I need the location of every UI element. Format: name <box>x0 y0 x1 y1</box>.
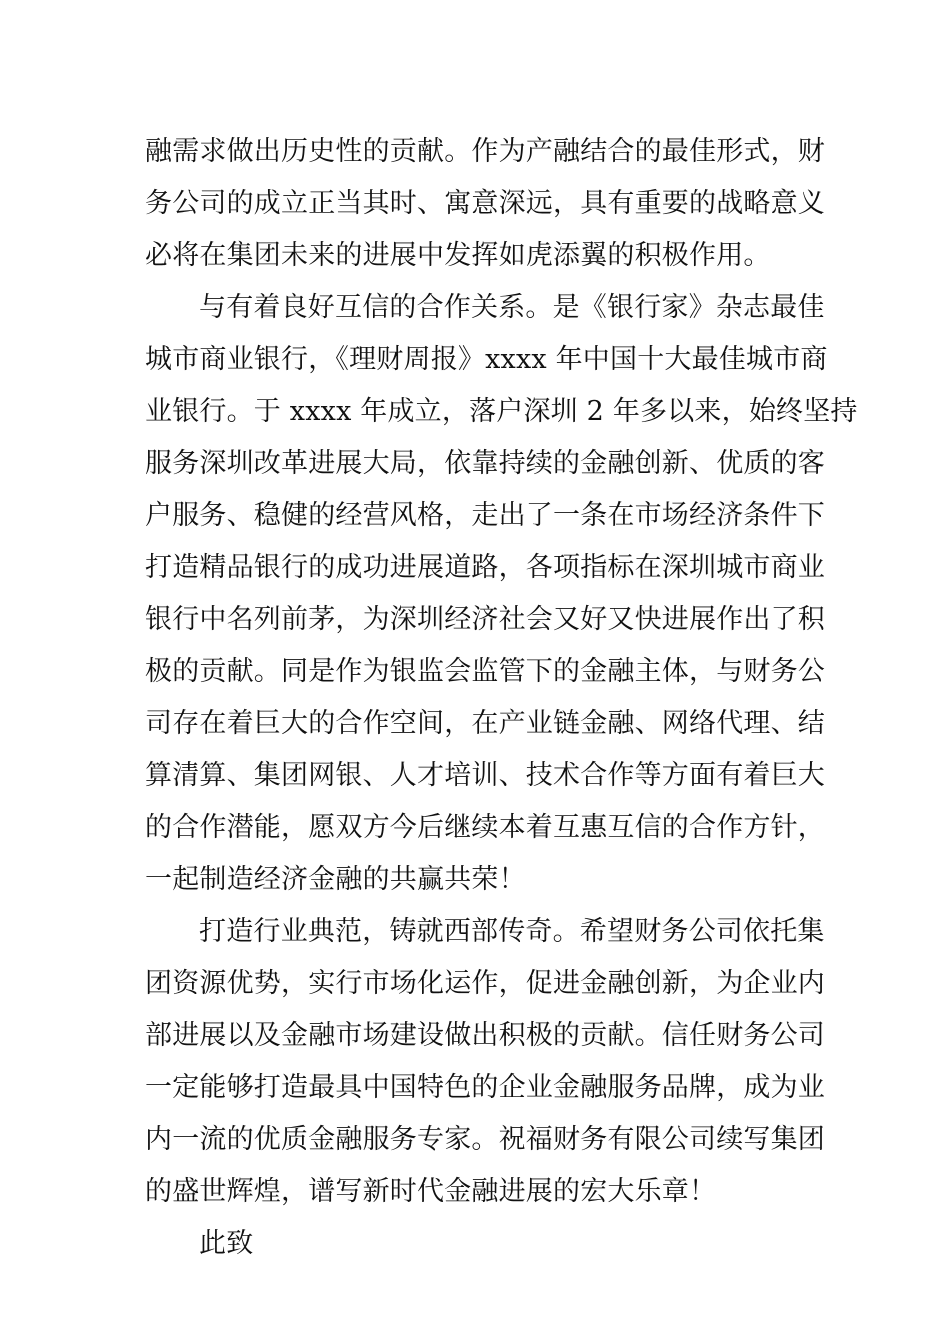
text-line: 打造精品银行的成功进展道路，各项指标在深圳城市商业 <box>145 552 825 583</box>
text-line: 融需求做出历史性的贡献。作为产融结合的最佳形式，财 <box>145 136 825 167</box>
closing-salutation: 此致 <box>199 1228 254 1259</box>
paragraph-first-line: 与有着良好互信的合作关系。是《银行家》杂志最佳 <box>199 292 825 323</box>
text-line: 司存在着巨大的合作空间，在产业链金融、网络代理、结 <box>145 708 825 739</box>
text-line: 的合作潜能，愿双方今后继续本着互惠互信的合作方针， <box>145 812 825 843</box>
text-line: 务公司的成立正当其时、寓意深远，具有重要的战略意义 <box>145 188 825 219</box>
text-line: 户服务、稳健的经营风格，走出了一条在市场经济条件下 <box>145 500 825 531</box>
text-line: 银行中名列前茅，为深圳经济社会又好又快进展作出了积 <box>145 604 825 635</box>
text-line: 部进展以及金融市场建设做出积极的贡献。信任财务公司 <box>145 1020 825 1051</box>
paragraph-first-line: 打造行业典范，铸就西部传奇。希望财务公司依托集 <box>199 916 825 947</box>
text-line: 极的贡献。同是作为银监会监管下的金融主体，与财务公 <box>145 656 825 687</box>
text-line: 一定能够打造最具中国特色的企业金融服务品牌，成为业 <box>145 1072 825 1103</box>
text-line: 业银行。于 xxxx 年成立，落户深圳 2 年多以来，始终坚持 <box>145 396 858 427</box>
text-line: 团资源优势，实行市场化运作，促进金融创新，为企业内 <box>145 968 825 999</box>
text-line: 城市商业银行，《理财周报》xxxx 年中国十大最佳城市商 <box>145 344 828 375</box>
text-line: 算清算、集团网银、人才培训、技术合作等方面有着巨大 <box>145 760 825 791</box>
text-line: 的盛世辉煌，谱写新时代金融进展的宏大乐章！ <box>145 1176 717 1207</box>
text-line: 服务深圳改革进展大局，依靠持续的金融创新、优质的客 <box>145 448 825 479</box>
text-line: 内一流的优质金融服务专家。祝福财务有限公司续写集团 <box>145 1124 825 1155</box>
text-line: 一起制造经济金融的共赢共荣！ <box>145 864 526 895</box>
text-line: 必将在集团未来的进展中发挥如虎添翼的积极作用。 <box>145 240 771 271</box>
